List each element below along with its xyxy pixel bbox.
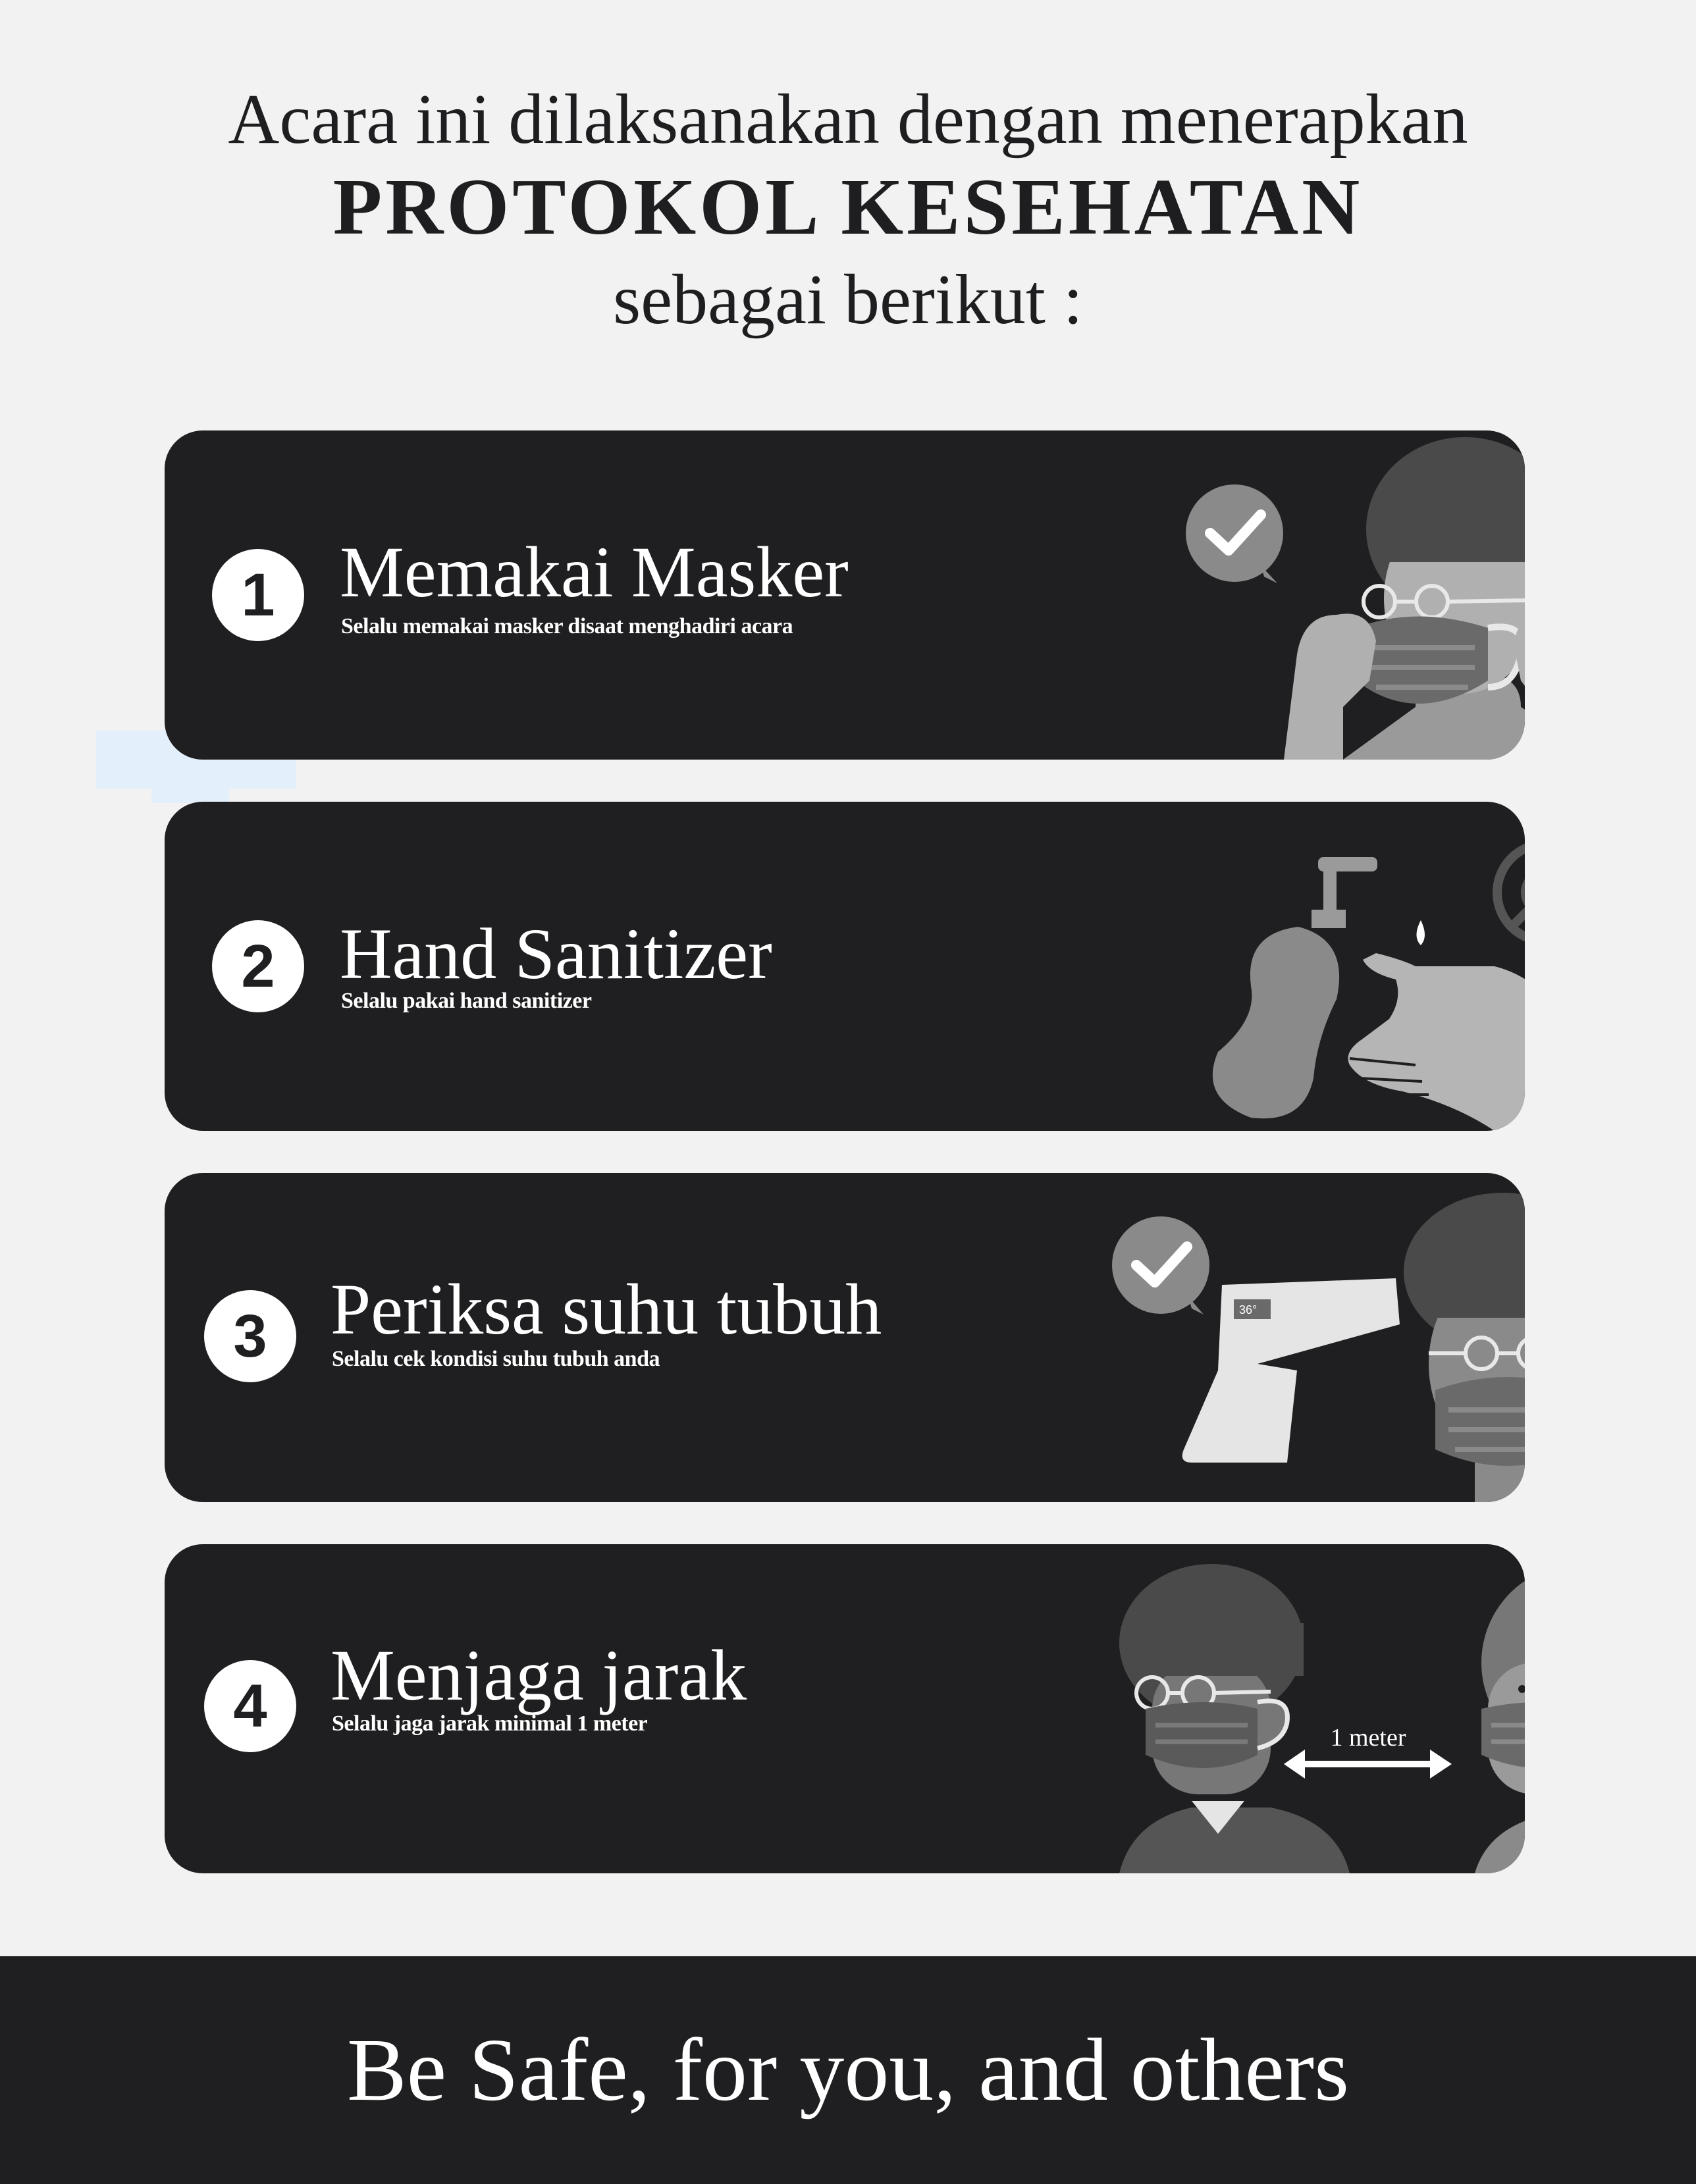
step-subtitle: Selalu memakai masker disaat menghadiri acara	[341, 614, 793, 638]
step-number-badge: 1	[212, 549, 304, 641]
step-card-distance	[165, 1544, 1525, 1873]
step-card-mask	[165, 430, 1525, 760]
step-title: Menjaga jarak	[331, 1635, 747, 1715]
step-subtitle: Selalu pakai hand sanitizer	[341, 989, 592, 1013]
footer-banner	[0, 1956, 1696, 2184]
header-outro-line: sebagai berikut :	[613, 261, 1083, 339]
step-number-badge: 2	[212, 920, 304, 1012]
step-title: Periksa suhu tubuh	[331, 1269, 882, 1349]
face-mask-check-icon	[985, 430, 1525, 760]
footer-slogan: Be Safe, for you, and others	[346, 2021, 1350, 2119]
step-card-sanitizer	[165, 802, 1525, 1131]
step-subtitle: Selalu jaga jarak minimal 1 meter	[332, 1711, 648, 1736]
hand-sanitizer-icon	[985, 802, 1525, 1131]
decorative-blue-mark	[151, 789, 229, 803]
step-title: Hand Sanitizer	[340, 914, 772, 994]
step-title: Memakai Masker	[340, 532, 849, 612]
step-card-temperature	[165, 1173, 1525, 1502]
header-title: PROTOKOL KESEHATAN	[332, 163, 1364, 251]
thermometer-gun-icon	[985, 1173, 1525, 1502]
distance-label: 1 meter	[1330, 1724, 1406, 1752]
step-number-badge: 3	[204, 1290, 296, 1382]
header-intro-line: Acara ini dilaksanakan dengan menerapkan	[228, 80, 1468, 159]
thermometer-reading: 36°	[1239, 1303, 1258, 1316]
social-distance-icon	[985, 1544, 1525, 1873]
step-subtitle: Selalu cek kondisi suhu tubuh anda	[332, 1347, 660, 1371]
step-number-badge: 4	[204, 1660, 296, 1752]
